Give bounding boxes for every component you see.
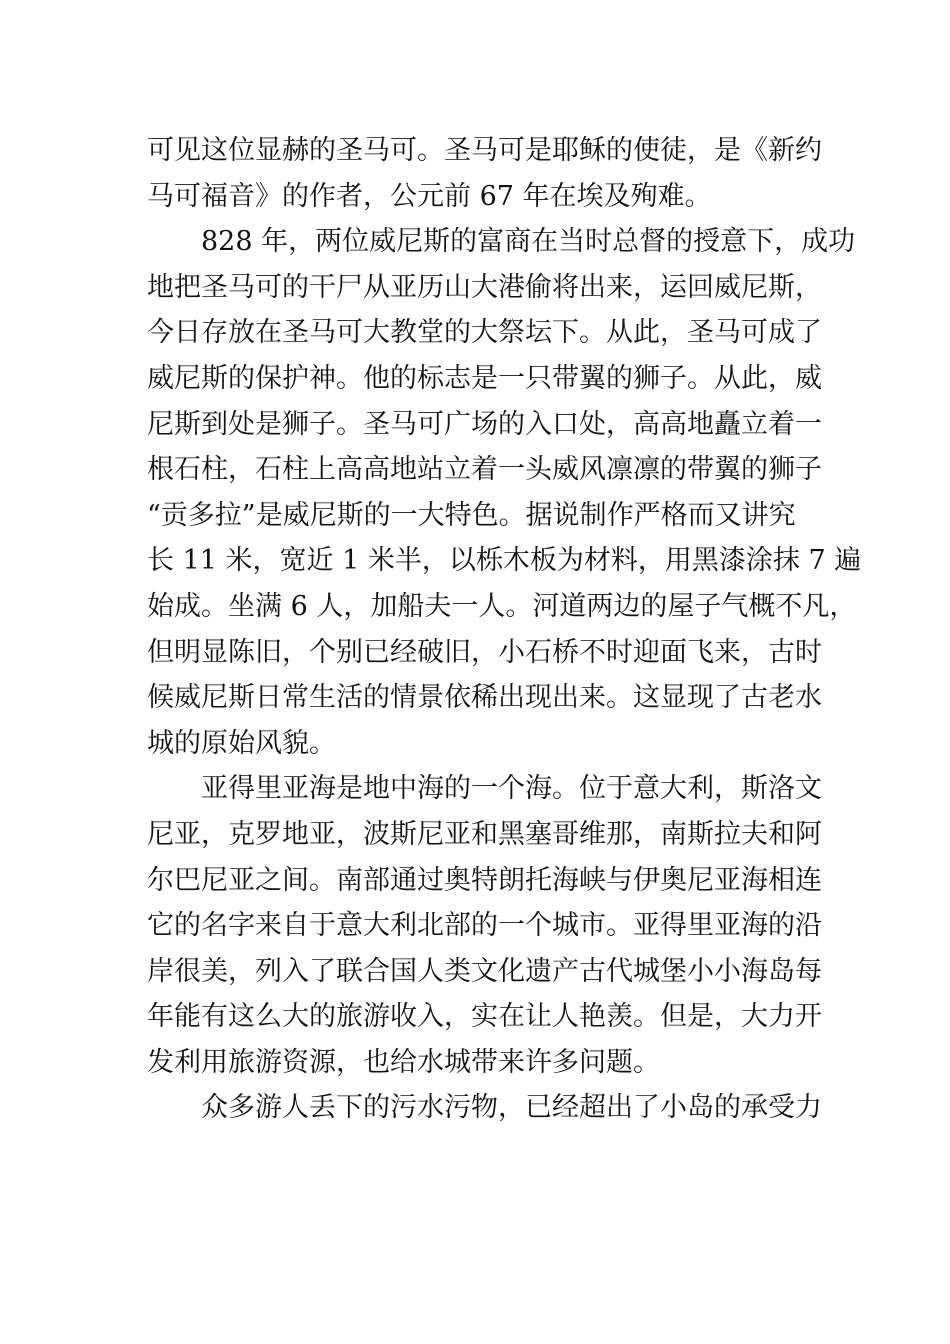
text-line: 尼亚，克罗地亚，波斯尼亚和黑塞哥维那，南斯拉夫和阿 <box>147 818 822 850</box>
text-line: 马可福音》的作者，公元前 67 年在埃及殉难。 <box>147 180 712 212</box>
text-line: 众多游人丢下的污水污物，已经超出了小岛的承受力 <box>201 1092 822 1124</box>
text-line: 始成。坐满 6 人，加船夫一人。河道两边的屋子气概不凡， <box>147 590 857 622</box>
text-line: 城的原始风貌。 <box>147 727 336 759</box>
text-line: 尔巴尼亚之间。南部通过奥特朗托海峡与伊奥尼亚海相连 <box>147 864 822 896</box>
text-line: 根石柱，石柱上高高地站立着一头威风凛凛的带翼的狮子 <box>147 454 822 486</box>
text-line: 威尼斯的保护神。他的标志是一只带翼的狮子。从此，威 <box>147 362 822 394</box>
text-line: 地把圣马可的干尸从亚历山大港偷将出来，运回威尼斯， <box>147 271 822 303</box>
text-line: 但明显陈旧，个别已经破旧，小石桥不时迎面飞来，古时 <box>147 636 822 668</box>
document-body <box>147 128 862 1131</box>
text-line: 候威尼斯日常生活的情景依稀出现出来。这显现了古老水 <box>147 682 822 714</box>
text-line: 年能有这么大的旅游收入，实在让人艳羡。但是，大力开 <box>147 1001 822 1033</box>
text-line: 发利用旅游资源，也给水城带来许多问题。 <box>147 1046 660 1078</box>
text-line: 今日存放在圣马可大教堂的大祭坛下。从此，圣马可成了 <box>147 317 822 349</box>
text-line: “贡多拉”是威尼斯的一大特色。据说制作严格而又讲究 <box>147 499 796 531</box>
text-line: 828 年，两位威尼斯的富商在当时总督的授意下，成功 <box>201 226 856 258</box>
text-line: 长 11 米，宽近 1 米半，以栎木板为材料，用黑漆涂抹 7 遍 <box>147 545 862 577</box>
text-line: 岸很美，列入了联合国人类文化遗产古代城堡小小海岛每 <box>147 955 822 987</box>
text-line: 亚得里亚海是地中海的一个海。位于意大利，斯洛文 <box>201 773 822 805</box>
text-line: 它的名字来自于意大利北部的一个城市。亚得里亚海的沿 <box>147 910 822 942</box>
text-line: 可见这位显赫的圣马可。圣马可是耶稣的使徒，是《新约 <box>147 135 822 166</box>
text-line: 尼斯到处是狮子。圣马可广场的入口处，高高地矗立着一 <box>147 408 822 440</box>
